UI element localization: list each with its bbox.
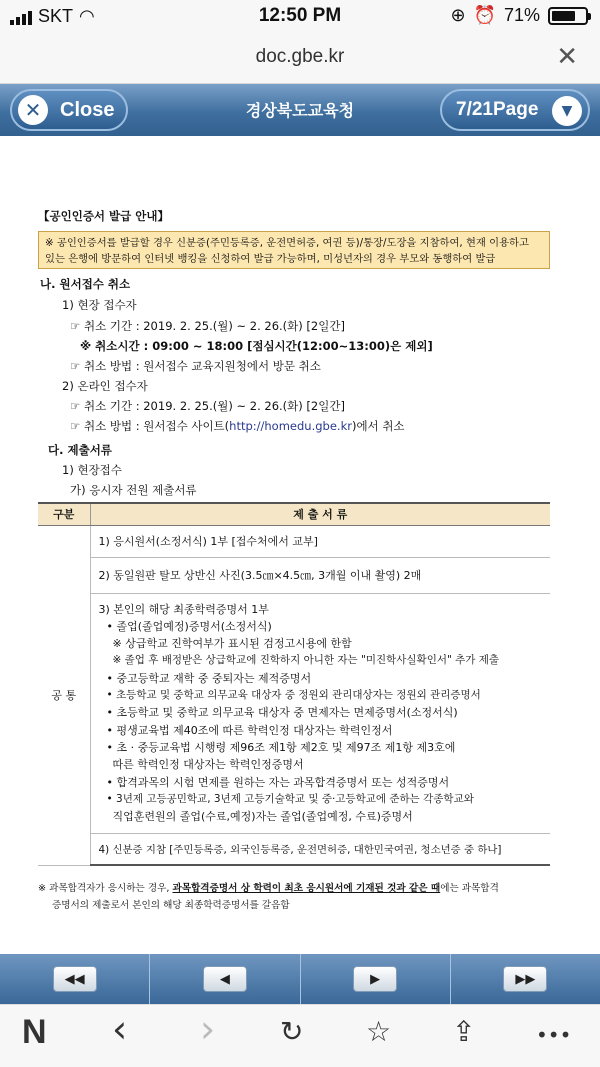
double-right-arrow-icon: ▶▶ (503, 966, 547, 992)
footnote-line: 증명서의 제출로서 본인의 해당 최종학력증명서를 갈음함 (52, 900, 290, 911)
alarm-icon: ⏰ (473, 5, 496, 25)
doc-item: 3) 본인의 해당 최종학력증명서 1부 (98, 602, 269, 616)
text: )에서 취소 (351, 419, 405, 433)
table-cell (90, 593, 550, 833)
battery-fill (552, 11, 575, 21)
homedu-link[interactable]: http://homedu.gbe.kr (229, 419, 352, 433)
all-applicants-docs: 가) 응시자 전원 제출서류 (70, 483, 197, 497)
doc-item: • 초등학교 및 중학교 의무교육 대상자 중 면제자는 면제증명서(소정서식) (106, 706, 458, 720)
column-header: 구분 (38, 503, 90, 525)
heading-cancel: 나. 원서접수 취소 (40, 277, 131, 291)
table-row (38, 833, 550, 865)
onsite-receipt: 1) 현장접수 (62, 463, 122, 477)
doc-item: • 평생교육법 제40조에 따른 학력인정 대상자는 학력인정서 (106, 723, 393, 737)
notice-box (38, 231, 550, 269)
doc-item: ※ 졸업 후 배정받은 상급학교에 진학하지 아니한 자는 "미진학사실확인서" 추가 제출 (112, 654, 500, 667)
text: ☞ 취소 방법 : 원서접수 사이트( (70, 419, 230, 433)
status-bar (0, 0, 600, 34)
left-arrow-icon: ◀ (203, 966, 247, 992)
doc-item: • 초 · 중등교육법 시행령 제96조 제1항 제2호 및 제97조 제1항 제3호에 (106, 740, 456, 754)
page-indicator: 7/21Page (456, 99, 539, 120)
table-row (38, 557, 550, 593)
clock: 12:50 PM (258, 5, 342, 26)
close-tab-icon[interactable]: ✕ (556, 42, 578, 72)
next-page-button[interactable] (301, 954, 451, 1004)
table-cell: 4) 신분증 지참 [주민등록증, 외국인등록증, 운전면허증, 대한민국여권, 청소년증 중 하나] (90, 833, 550, 865)
carrier-label: SKT (38, 6, 74, 26)
close-icon: ✕ (18, 95, 48, 125)
table-cell: 2) 동일원판 탈모 상반신 사진(3.5㎝×4.5㎝, 3개월 이내 촬영) 2매 (90, 557, 550, 593)
table-row (38, 593, 550, 833)
more-icon[interactable]: ••• (536, 1023, 572, 1047)
close-button-label: Close (60, 98, 115, 121)
documents-table (38, 502, 550, 866)
doc-item: • 졸업(졸업예정)증명서(소정서식) (106, 619, 272, 633)
back-icon[interactable]: ‹ (112, 1007, 128, 1051)
doc-item: • 3년제 고등공민학교, 3년제 고등기술학교 및 중·고등학교에 준하는 각종학교와 (106, 792, 474, 805)
cancel-period: ☞ 취소 기간 : 2019. 2. 25.(월) ~ 2. 26.(화) [2일간] (70, 319, 345, 333)
online-applicants: 2) 온라인 접수자 (62, 379, 148, 393)
doc-item: • 초등학교 및 중학교 의무교육 대상자 중 정원외 관리대상자는 정원외 관리증명서 (106, 689, 481, 702)
cancel-method-online (70, 418, 405, 434)
document-page (0, 136, 600, 954)
footnote-emphasis: 과목합격증명서 상 학력이 최초 응시원서에 기재된 것과 같은 때 (172, 883, 441, 894)
share-icon[interactable]: ⇪ (452, 1015, 476, 1048)
category-cell: 공 통 (38, 525, 90, 865)
footnote (38, 880, 499, 894)
rotation-lock-icon: ⊕ (450, 5, 466, 25)
cancel-time: ※ 취소시간 : 09:00 ~ 18:00 [점심시간(12:00~13:00)은 제외] (80, 339, 433, 353)
right-arrow-icon: ▶ (353, 966, 397, 992)
page-select-button[interactable] (440, 89, 590, 131)
doc-item: ※ 상급학교 진학여부가 표시된 검정고시용에 한함 (112, 637, 352, 651)
notice-line: ※ 공인인증서를 발급할 경우 신분증(주민등록증, 운전면허증, 여권 등)/통장/도장을 지참하여, 현재 이용하고 (45, 237, 529, 249)
doc-item: • 합격과목의 시험 면제를 원하는 자는 과목합격증명서 또는 성적증명서 (106, 775, 450, 789)
reload-icon[interactable]: ↻ (280, 1015, 304, 1048)
cancel-method: ☞ 취소 방법 : 원서접수 교육지원청에서 방문 취소 (70, 359, 321, 373)
table-row (38, 525, 550, 557)
page-navigation (0, 954, 600, 1004)
url-text[interactable]: doc.gbe.kr (255, 46, 345, 67)
section-title: 【공인인증서 발급 안내】 (38, 209, 169, 223)
browser-toolbar (0, 1004, 600, 1067)
battery-icon (548, 7, 588, 25)
viewer-title: 경상북도교육청 (245, 101, 355, 120)
doc-item: • 중고등학교 재학 중 중퇴자는 제적증명서 (106, 671, 312, 685)
onsite-applicants: 1) 현장 접수자 (62, 298, 137, 312)
last-page-button[interactable] (451, 954, 600, 1004)
heading-documents: 다. 제출서류 (48, 443, 112, 457)
chevron-down-icon: ▼ (552, 96, 582, 126)
prev-page-button[interactable] (150, 954, 300, 1004)
table-header-row (38, 503, 550, 525)
column-header: 제 출 서 류 (90, 503, 550, 525)
forward-icon[interactable]: › (200, 1007, 216, 1051)
cancel-period-online: ☞ 취소 기간 : 2019. 2. 25.(월) ~ 2. 26.(화) [2일간] (70, 399, 345, 413)
battery-percent: 71% (503, 5, 540, 25)
double-left-arrow-icon: ◀◀ (53, 966, 97, 992)
wifi-icon: ◠ (79, 6, 95, 26)
footnote-text: 에는 과목합격 (440, 883, 499, 894)
url-bar[interactable] (0, 34, 600, 84)
footnote-text: ※ 과목합격자가 응시하는 경우, (38, 883, 173, 894)
doc-item: 직업훈련원의 졸업(수료,예정)자는 졸업(졸업예정, 수료)증명서 (112, 810, 413, 824)
table-cell: 1) 응시원서(소정서식) 1부 [접수처에서 교부] (90, 525, 550, 557)
bookmark-icon[interactable]: ☆ (366, 1015, 392, 1048)
first-page-button[interactable] (0, 954, 150, 1004)
notice-line: 있는 은행에 방문하여 인터넷 뱅킹을 신청하여 발급 가능하며, 미성년자의 경우 부모와 동행하여 발급 (45, 253, 496, 265)
naver-home-icon[interactable]: N (22, 1013, 47, 1051)
viewer-header (0, 84, 600, 136)
doc-item: 따른 학력인정 대상자는 학력인정증명서 (112, 758, 304, 772)
